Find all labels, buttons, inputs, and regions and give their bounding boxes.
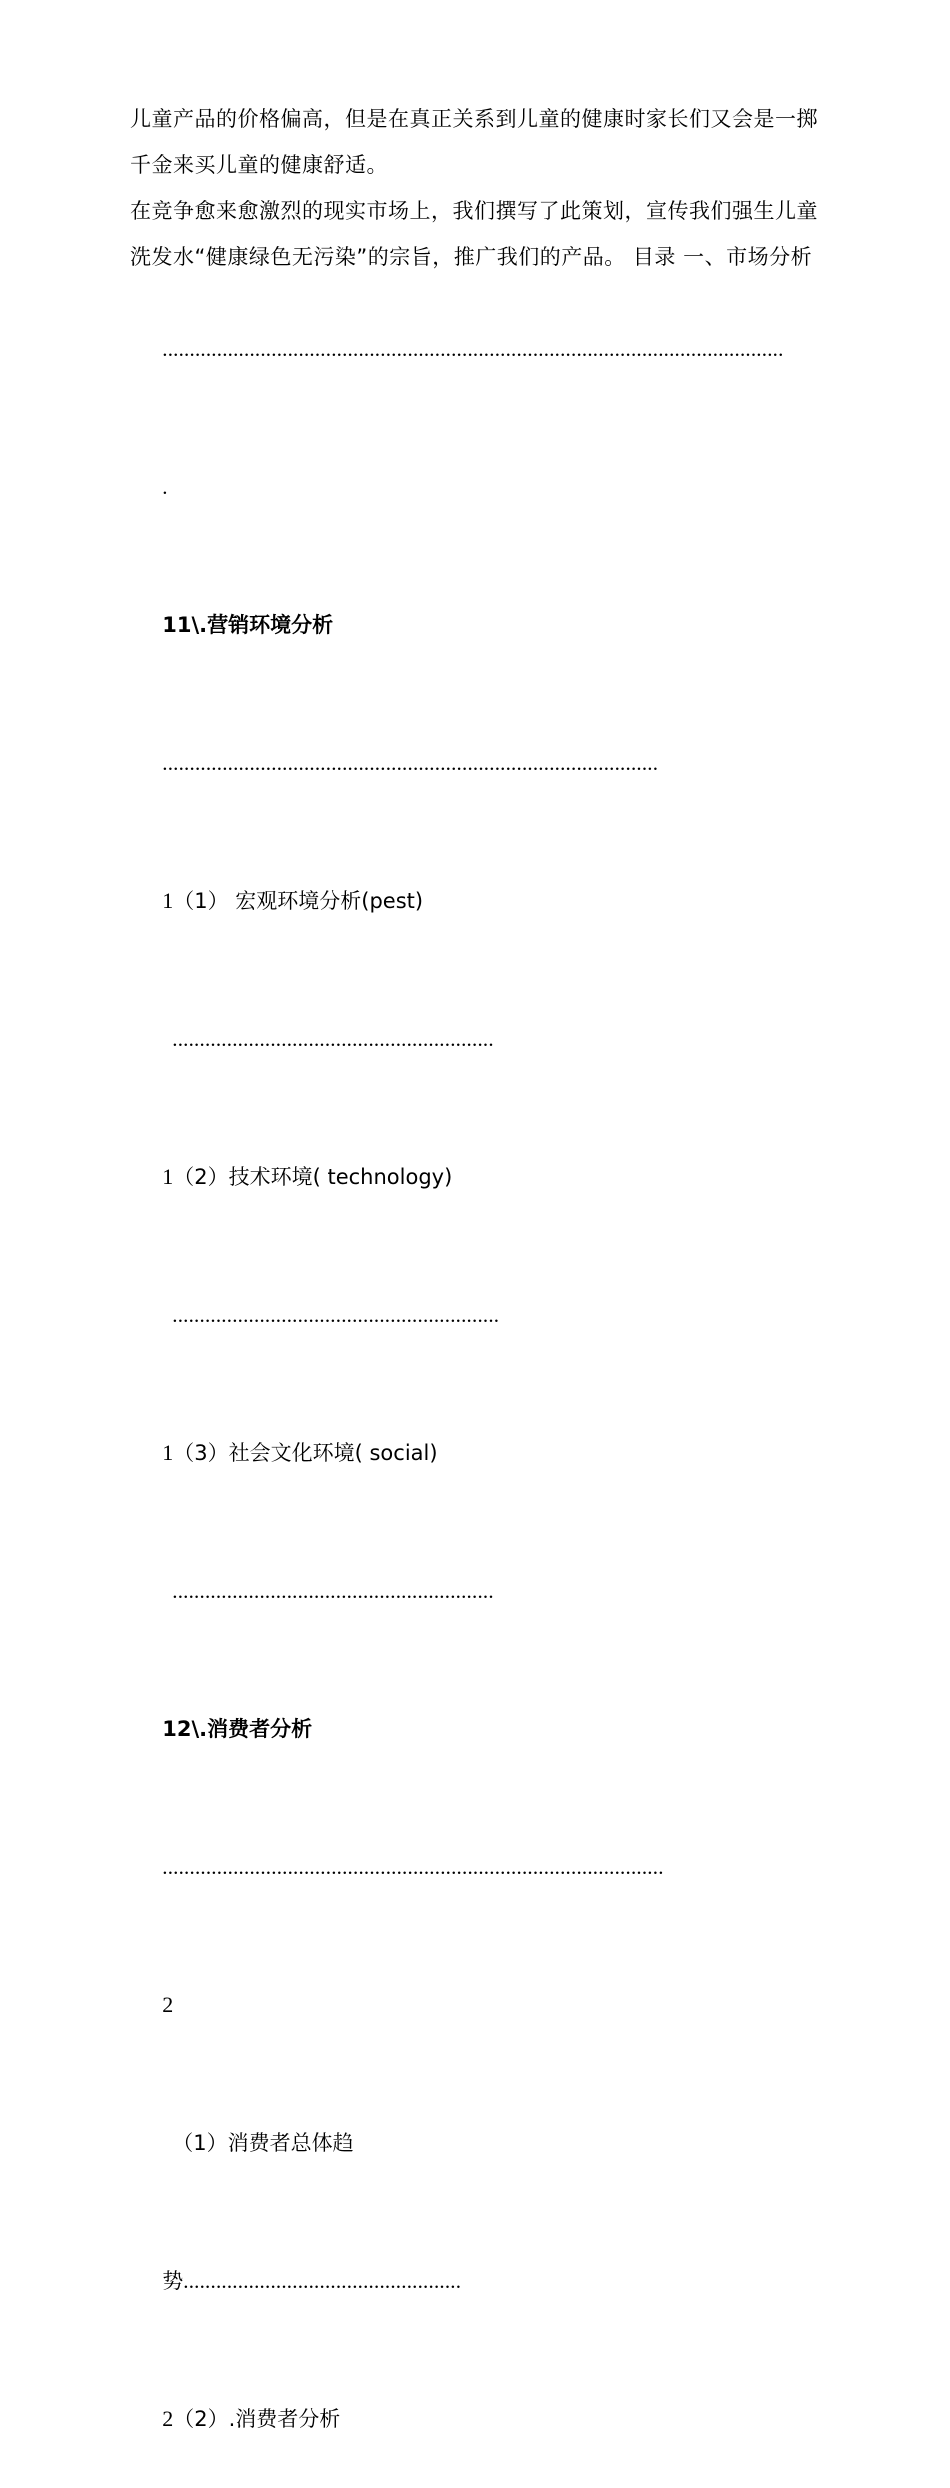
paragraph-2: 在竞争愈来愈激烈的现实市场上，我们撰写了此策划，宣传我们强生儿童洗发水“健康绿色无污染”的宗旨，推广我们的产品。 目录 一、市场分析 xyxy=(130,199,818,269)
toc-entry-consumer-analysis-2 xyxy=(130,2350,820,2488)
toc-entry-consumer-trend xyxy=(130,2074,820,2212)
toc-entry-consumer-analysis-dots xyxy=(130,1798,820,1936)
toc-entry-social-culture-environment xyxy=(130,1384,820,1522)
toc-entry-consumer-trend-cont xyxy=(130,2212,820,2350)
toc-entry-page-number-2 xyxy=(130,1936,820,2074)
toc-entry-marketing-environment-dots xyxy=(130,694,820,832)
toc-dots: ........................................................................................... xyxy=(162,751,659,775)
toc-dots: ................................................... xyxy=(183,2269,462,2293)
toc-entry-marketing-environment xyxy=(130,556,820,694)
toc-dots: .................................................................................................................. xyxy=(162,337,784,361)
toc-entry-technology-environment-dots xyxy=(130,1246,820,1384)
toc-label: （2）技术环境( technology) xyxy=(173,1165,453,1189)
toc-entry-dots-tail xyxy=(130,418,820,556)
toc-label: 11\.营销环境分析 xyxy=(162,613,334,637)
toc-dots-tail: . xyxy=(162,475,168,499)
toc-entry-macro-environment-dots xyxy=(130,970,820,1108)
toc-dots: ............................................................................................ xyxy=(162,1855,664,1879)
toc-dots: ............................................................ xyxy=(172,1303,500,1327)
toc-label: （1） 宏观环境分析(pest) xyxy=(173,889,424,913)
toc-page-number: 1 xyxy=(162,1164,174,1189)
toc-entry-macro-environment xyxy=(130,832,820,970)
toc-page-number: 1 xyxy=(162,1440,174,1465)
toc-entry-dots-only xyxy=(130,280,820,418)
toc-entry-consumer-analysis xyxy=(130,1660,820,1798)
document-content xyxy=(130,96,820,2488)
toc-dots: ........................................................... xyxy=(172,1027,494,1051)
toc-page-number: 2 xyxy=(162,2406,174,2431)
toc-dots: ........................................................... xyxy=(172,1579,494,1603)
toc-label: 势 xyxy=(162,2269,184,2293)
toc-entry-technology-environment xyxy=(130,1108,820,1246)
paragraph-1: 儿童产品的价格偏高，但是在真正关系到儿童的健康时家长们又会是一掷千金来买儿童的健康舒适。 xyxy=(130,107,818,177)
toc-label: （2）.消费者分析 xyxy=(173,2407,341,2431)
toc-entry-social-culture-environment-dots xyxy=(130,1522,820,1660)
toc-label: （1）消费者总体趋 xyxy=(172,2131,354,2155)
toc-page-number: 1 xyxy=(162,888,174,913)
toc-page-number: 2 xyxy=(162,1992,174,2017)
toc-label: （3）社会文化环境( social) xyxy=(173,1441,438,1465)
toc-label: 12\.消费者分析 xyxy=(162,1717,313,1741)
